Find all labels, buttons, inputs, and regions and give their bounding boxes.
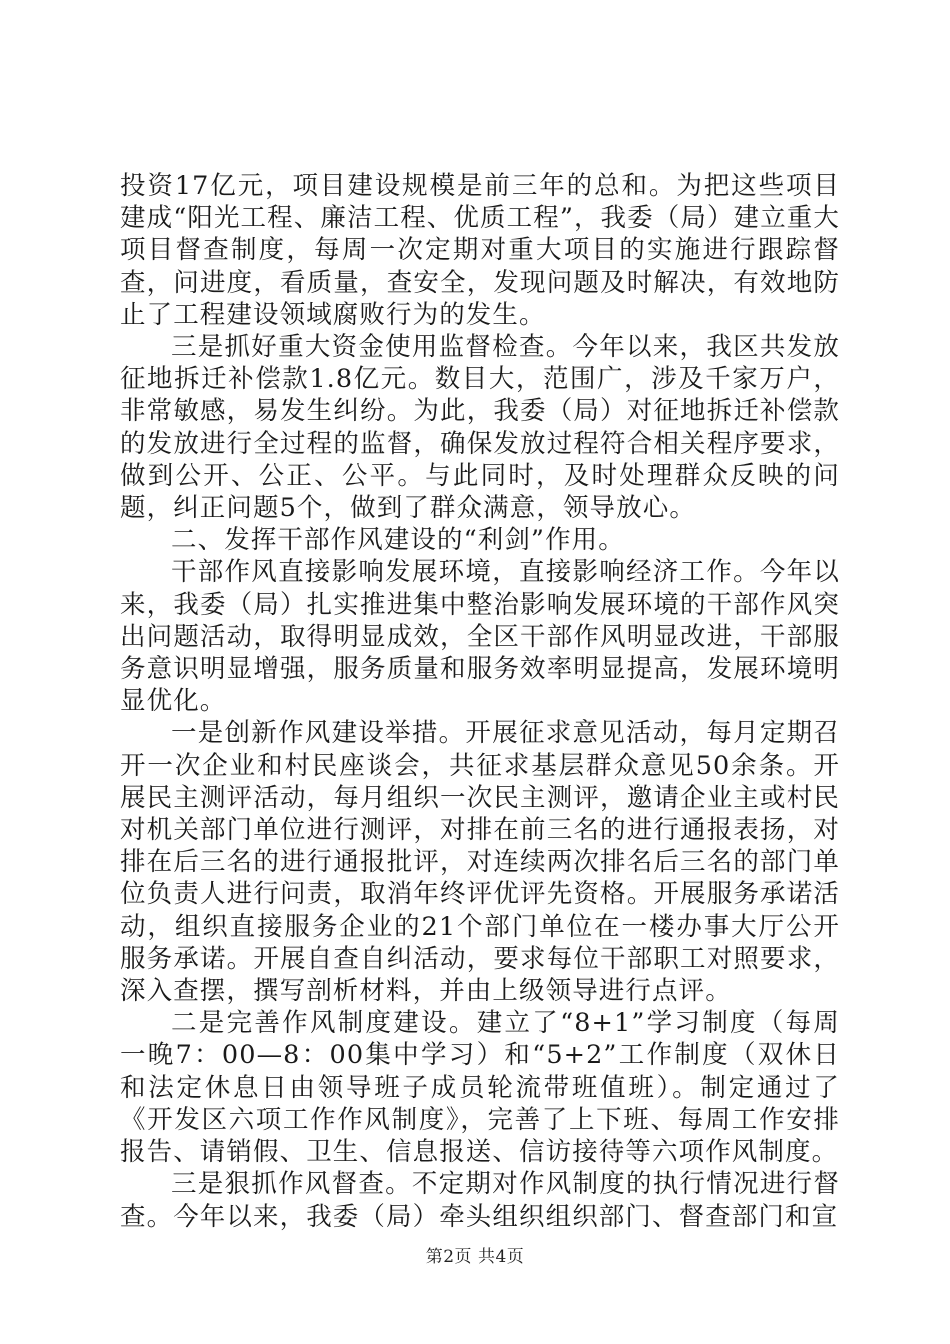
paragraph-2: 三是抓好重大资金使用监督检查。今年以来，我区共发放征地拆迁补偿款1.8亿元。数目大，范围广，涉及千家万户，非常敏感，易发生纠纷。为此，我委（局）对征地拆迁补偿款的发放进行全过程的监督，确保发放过程符合相关程序要求，做到公开、公正、公平。与此同时，及时处理群众反映的问题，纠正问题5个，做到了群众满意，领导放心。: [120, 332, 840, 524]
paragraph-3: 干部作风直接影响发展环境，直接影响经济工作。今年以来，我委（局）扎实推进集中整治影响发展环境的干部作风突出问题活动，取得明显成效，全区干部作风明显改进，干部服务意识明显增强，服务质量和服务效率明显提高，发展环境明显优化。: [120, 557, 840, 717]
section-heading: 二、发挥干部作风建设的“利剑”作用。: [171, 525, 625, 556]
page-footer: 第2页 共4页: [425, 1247, 525, 1267]
paragraph-1: 投资17亿元，项目建设规模是前三年的总和。为把这些项目建成“阳光工程、廉洁工程、优质工程”，我委（局）建立重大项目督查制度，每周一次定期对重大项目的实施进行跟踪督查，问进度，看质量，查安全，发现问题及时解决，有效地防止了工程建设领域腐败行为的发生。: [120, 171, 840, 330]
paragraph-6: 三是狠抓作风督查。不定期对作风制度的执行情况进行督查。今年以来，我委（局）牵头组织组织部门、督查部门和宣: [120, 1169, 840, 1232]
paragraph-5: 二是完善作风制度建设。建立了“8+1”学习制度（每周一晚7：00—8：00集中学习）和“5+2”工作制度（双休日和法定休息日由领导班子成员轮流带班值班）。制定通过了《开发区六项工作作风制度》，完善了上下班、每周工作安排报告、请销假、卫生、信息报送、信访接待等六项作风制度。: [120, 1008, 840, 1168]
body-text: [120, 170, 840, 1233]
paragraph-4: 一是创新作风建设举措。开展征求意见活动，每月定期召开一次企业和村民座谈会，共征求基层群众意见50余条。开展民主测评活动，每月组织一次民主测评，邀请企业主或村民对机关部门单位进行测评，对排在前三名的进行通报表扬，对排在后三名的进行通报批评，对连续两次排名后三名的部门单位负责人进行问责，取消年终评优评先资格。开展服务承诺活动，组织直接服务企业的21个部门单位在一楼办事大厅公开服务承诺。开展自查自纠活动，要求每位干部职工对照要求，深入查摆，撰写剖析材料，并由上级领导进行点评。: [120, 718, 840, 1007]
